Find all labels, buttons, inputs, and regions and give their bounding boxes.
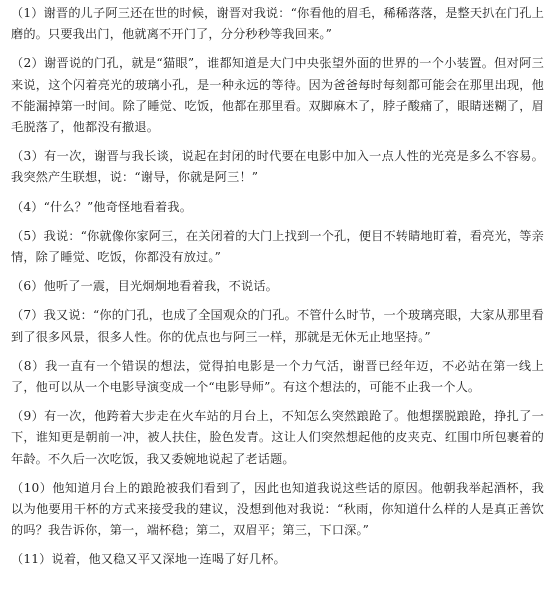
paragraph-4: （4）“什么？”他奇怪地看着我。 <box>11 199 193 214</box>
paragraph-3: （3）有一次，谢晋与我长谈，说起在封闭的时代要在电影中加入一点人性的光亮是多么不容易。我突然产生联想，说：“谢导，你就是阿三！” <box>11 149 544 185</box>
paragraph-5: （5）我说：“你就像你家阿三，在关闭着的大门上找到一个孔，便目不转睛地盯着，看亮光，等亲情，除了睡觉、吃饭，你都没有放过。” <box>11 228 544 265</box>
paragraph-8: （8）我一直有一个错误的想法，觉得拍电影是一个力气活，谢晋已经年迈，不必站在第一线上了，他可以从一个电影导演变成一个“电影导师”。有这个想法的，可能不止我一个人。 <box>11 358 544 395</box>
paragraph-1: （1）谢晋的儿子阿三还在世的时候，谢晋对我说：“你看他的眉毛，稀稀落落，是整天扒在门孔上磨的。只要我出门，他就离不开门了，分分秒秒等我回来。” <box>11 6 544 42</box>
paragraph-9: （9）有一次，他跨着大步走在火车站的月台上，不知怎么突然踉跄了。他想摆脱踉跄，挣扎了一下，谁知更是朝前一冲，被人扶住，脸色发青。这让人们突然想起他的皮夹克、红围巾所包裹着的年龄。不久后一次吃饭，我又委婉地说起了老话题。 <box>11 409 544 466</box>
paragraph-7: （7）我又说：“你的门孔，也成了全国观众的门孔。不管什么时节，一个玻璃亮眼，大家从那里看到了很多风景，很多人性。你的优点也与阿三一样，那就是无休无止地坚持。” <box>11 308 544 344</box>
paragraph-2: （2）谢晋说的门孔，就是“猫眼”，谁都知道是大门中央张望外面的世界的一个小装置。但对阿三来说，这个闪着亮光的玻璃小孔，是一种永远的等待。因为爸爸每时每刻都可能会在那里出现，他不能漏掉第一时间。除了睡觉、吃饭，他都在那里看。双脚麻木了，脖子酸痛了，眼睛迷糊了，眉毛脱落了，他都没有撤退。 <box>11 56 544 135</box>
paragraph-11: （11）说着，他又稳又平又深地一连喝了好几杯。 <box>11 552 286 567</box>
paragraph-10: （10）他知道月台上的踉跄被我们看到了，因此也知道我说这些话的原因。他朝我举起酒杯，我以为他要用干杯的方式来接受我的建议，没想到他对我说：“秋雨，你知道什么样的人是真正善饮的吗？我告诉你，第一，端杯稳；第二，双眉平；第三，下口深。” <box>11 480 544 538</box>
paragraph-6: （6）他听了一震，目光炯炯地看着我，不说话。 <box>11 279 278 294</box>
